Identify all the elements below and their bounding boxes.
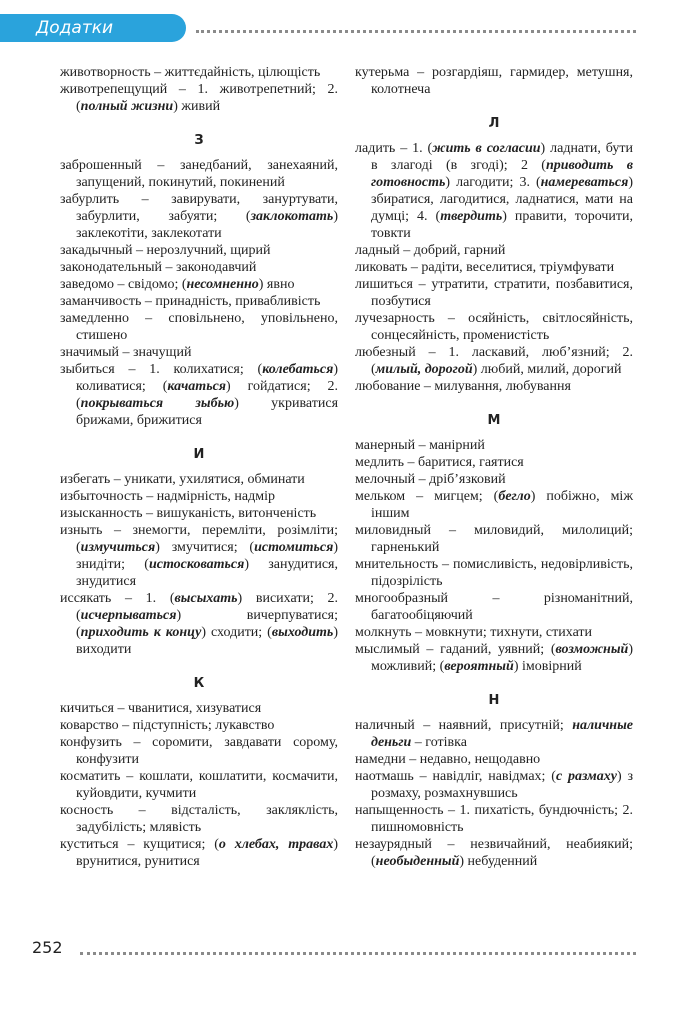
section-title: Додатки (36, 18, 114, 38)
dictionary-entry: замедленно – сповільнено, уповільнено, стишено (60, 311, 338, 343)
dictionary-entry: незаурядный – незвичайний, неабиякий; (необыденный) небуденний (355, 837, 633, 869)
dictionary-entry: ладить – 1. (жить в согласии) ладнати, бути в злагоді (в згоді); 2 (приводить в готовность) лагодити; 3. (намереваться) збиратися, лагодитися, ладнатися, мати на думці; 4. (твердить) правити, торочити, товкти (355, 141, 634, 241)
dictionary-entry: кичиться – чванитися, хизуватися (60, 701, 262, 716)
section-letter: З (194, 133, 204, 148)
section-letter: Л (488, 116, 500, 131)
dictionary-entry: любование – милування, любування (355, 379, 571, 394)
dictionary-entry: избегать – уникати, ухилятися, обминати (60, 472, 305, 487)
dictionary-entry: конфузить – соромити, завдавати сорому, конфузити (60, 735, 338, 767)
dictionary-entry: закадычный – нерозлучний, щирий (60, 243, 271, 258)
dictionary-entry: молкнуть – мовкнути; тихнути, стихати (355, 625, 593, 640)
dictionary-entry: забурлить – завирувати, зануртувати, забурлити, забуяти; (заклокотать) заклекотіти, заклекотати (60, 192, 338, 241)
dictionary-entry: заманчивость – принадність, привабливість (60, 294, 321, 309)
dictionary-entry: наличный – наявний, присутній; наличные деньги – готівка (355, 718, 633, 750)
page-number: 252 (32, 938, 63, 957)
section-letter: И (193, 447, 205, 462)
right-column (355, 64, 633, 870)
dictionary-entry: коварство – підступність; лукавство (60, 718, 275, 733)
dictionary-entry: значимый – значущий (60, 345, 192, 360)
dictionary-entry: животворность – життєдайність, цілющість (60, 65, 321, 80)
dictionary-entry: заведомо – свідомо; (несомненно) явно (60, 277, 295, 292)
dictionary-entry: законодательный – законодавчий (60, 260, 257, 275)
dictionary-entry: мыслимый – гаданий, уявний; (возможный) можливий; (вероятный) імовірний (355, 642, 633, 674)
dictionary-entry: многообразный – різноманітний, багатообіцяючий (355, 591, 633, 623)
dictionary-entry: лучезарность – осяйність, світлосяйність, сонцесяйність, променистість (355, 311, 633, 343)
dictionary-entry: наотмашь – навідліг, навідмах; (с размаху) з розмаху, розмахнувшись (355, 769, 633, 801)
dictionary-entry: мелочный – дріб’язковий (355, 472, 506, 487)
dictionary-entry: избыточность – надмірність, надмір (60, 489, 275, 504)
dictionary-entry: ликовать – радіти, веселитися, тріумфувати (355, 260, 615, 275)
section-tab (0, 14, 186, 42)
dictionary-entry: кутерьма – розгардіяш, гармидер, метушня, колотнеча (355, 65, 633, 97)
dictionary-entry: куститься – кущитися; (о хлебах, травах) врунитися, рунитися (60, 837, 338, 869)
dictionary-entry: животрепещущий – 1. животрепетний; 2. (полный жизни) живий (60, 82, 338, 114)
left-column (60, 64, 338, 870)
dictionary-entry: зыбиться – 1. колихатися; (колебаться) коливатися; (качаться) гойдатися; 2. (покрываться зыбью) укриватися брижами, брижитися (60, 362, 339, 428)
dictionary-entry: косность – відсталість, закляклість, задубілість; млявість (60, 803, 338, 835)
header-dotted-rule (196, 30, 636, 33)
dictionary-entry: изныть – знемогти, перемліти, розімліти; (измучиться) змучитися; (истомиться) знидіти; (истосковаться) занудитися, знудитися (60, 523, 338, 589)
dictionary-entry: намедни – недавно, нещодавно (355, 752, 541, 767)
dictionary-entry: медлить – баритися, гаятися (355, 455, 524, 470)
dictionary-entry: мнительность – помисливість, недовірливість, підозрілість (355, 557, 633, 589)
dictionary-entry: косматить – кошлати, кошлатити, космачити, куйовдити, кучмити (60, 769, 338, 801)
section-letter: К (193, 676, 205, 691)
dictionary-entry: напыщенность – 1. пихатість, бундючність; 2. пишномовність (355, 803, 633, 835)
dictionary-entry: заброшенный – занедбаний, занехаяний, запущений, покинутий, покинений (60, 158, 338, 190)
dictionary-entry: манерный – манірний (355, 438, 485, 453)
dictionary-entry: лишиться – утратити, стратити, позбавитися, позбутися (355, 277, 633, 309)
section-letter: Н (488, 693, 500, 708)
dictionary-entry: мельком – мигцем; (бегло) побіжно, між іншим (355, 489, 633, 521)
dictionary-entry: ладный – добрий, гарний (355, 243, 506, 258)
section-letter: М (487, 413, 501, 428)
footer-dotted-rule (80, 952, 636, 955)
dictionary-entry: изысканность – вишуканість, витонченість (60, 506, 317, 521)
dictionary-entry: миловидный – миловидий, милолиций; гарненький (355, 523, 633, 555)
dictionary-entry: иссякать – 1. (высыхать) висихати; 2. (исчерпываться) вичерпуватися; (приходить к концу) сходити; (выходить) виходити (60, 591, 339, 657)
dictionary-entry: любезный – 1. ласкавий, люб’язний; 2. (милый, дорогой) любий, милий, дорогий (355, 345, 633, 377)
